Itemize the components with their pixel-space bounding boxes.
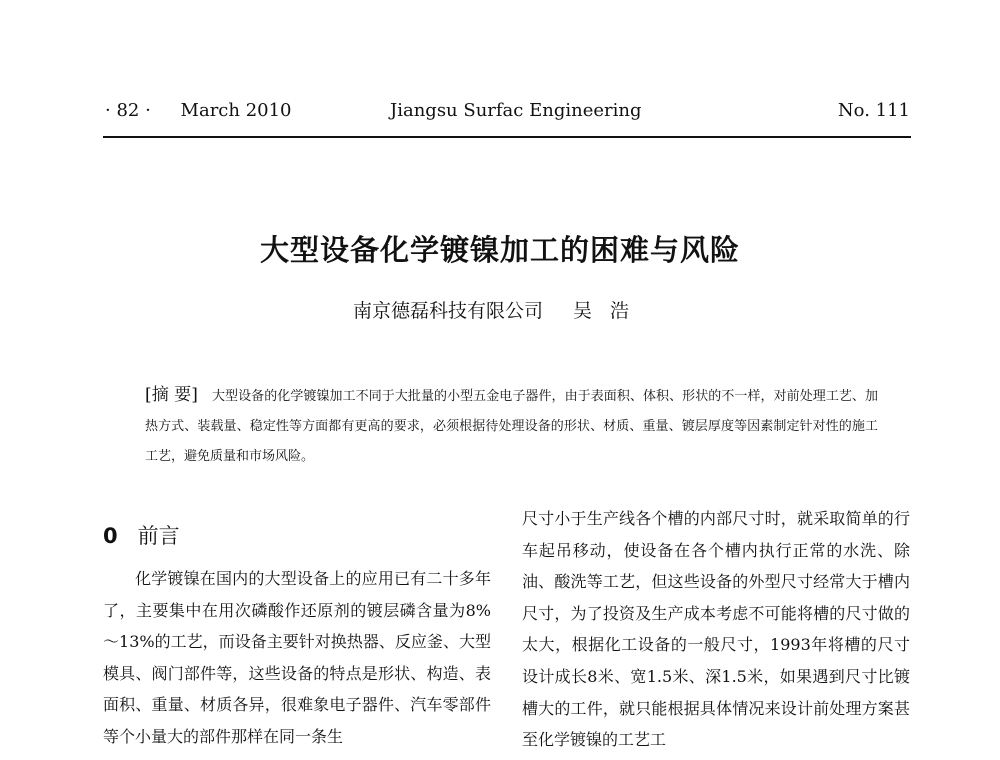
right-column bbox=[522, 503, 910, 756]
left-column bbox=[103, 563, 491, 753]
body-paragraph: 化学镀镍在国内的大型设备上的应用已有二十多年了，主要集中在用次磷酸作还原剂的镀层磷含量为8%～13%的工艺，而设备主要针对换热器、反应釜、大型模具、阀门部件等，这些设备的特点是形状、构造、表面积、重量、材质各异，很难象电子器件、汽车零部件等个小量大的部件那样在同一条生 bbox=[103, 569, 491, 746]
section-number: 0 bbox=[103, 524, 118, 548]
abstract bbox=[145, 380, 878, 472]
author-line bbox=[0, 296, 1000, 323]
journal-name: Jiangsu Surfac Engineering bbox=[390, 100, 642, 121]
header-left bbox=[105, 100, 292, 121]
body-paragraph-continued: 尺寸小于生产线各个槽的内部尺寸时，就采取简单的行车起吊移动，使设备在各个槽内执行正常的水洗、除油、酸洗等工艺，但这些设备的外型尺寸经常大于槽内尺寸，为了投资及生产成本考虑不可能将槽的尺寸做的太大，根据化工设备的一般尺寸，1993年将槽的尺寸设计成长8米、宽1.5米、深1.5米，如果遇到尺寸比镀槽大的工件，就只能根据具体情况来设计前处理方案甚至化学镀镍的工艺工 bbox=[522, 509, 910, 750]
abstract-label: [摘 要] bbox=[145, 385, 198, 405]
affiliation: 南京德磊科技有限公司 bbox=[352, 300, 543, 322]
article-title: 大型设备化学镀镍加工的困难与风险 bbox=[259, 233, 740, 267]
header-rule bbox=[103, 136, 911, 138]
issue-date: March 2010 bbox=[180, 100, 292, 121]
page-number: · 82 · bbox=[105, 100, 151, 121]
running-header bbox=[100, 98, 912, 128]
section-heading bbox=[103, 520, 180, 550]
section-title: 前言 bbox=[137, 524, 180, 548]
abstract-text: 大型设备的化学镀镍加工不同于大批量的小型五金电子器件，由于表面积、体积、形状的不一样，对前处理工艺、加热方式、装载量、稳定性等方面都有更高的要求，必须根据待处理设备的形状、材质、重量、镀层厚度等因素制定针对性的施工工艺，避免质量和市场风险。 bbox=[145, 389, 878, 464]
author-name: 吴浩 bbox=[573, 300, 648, 322]
issue-number: No. 111 bbox=[837, 100, 910, 121]
